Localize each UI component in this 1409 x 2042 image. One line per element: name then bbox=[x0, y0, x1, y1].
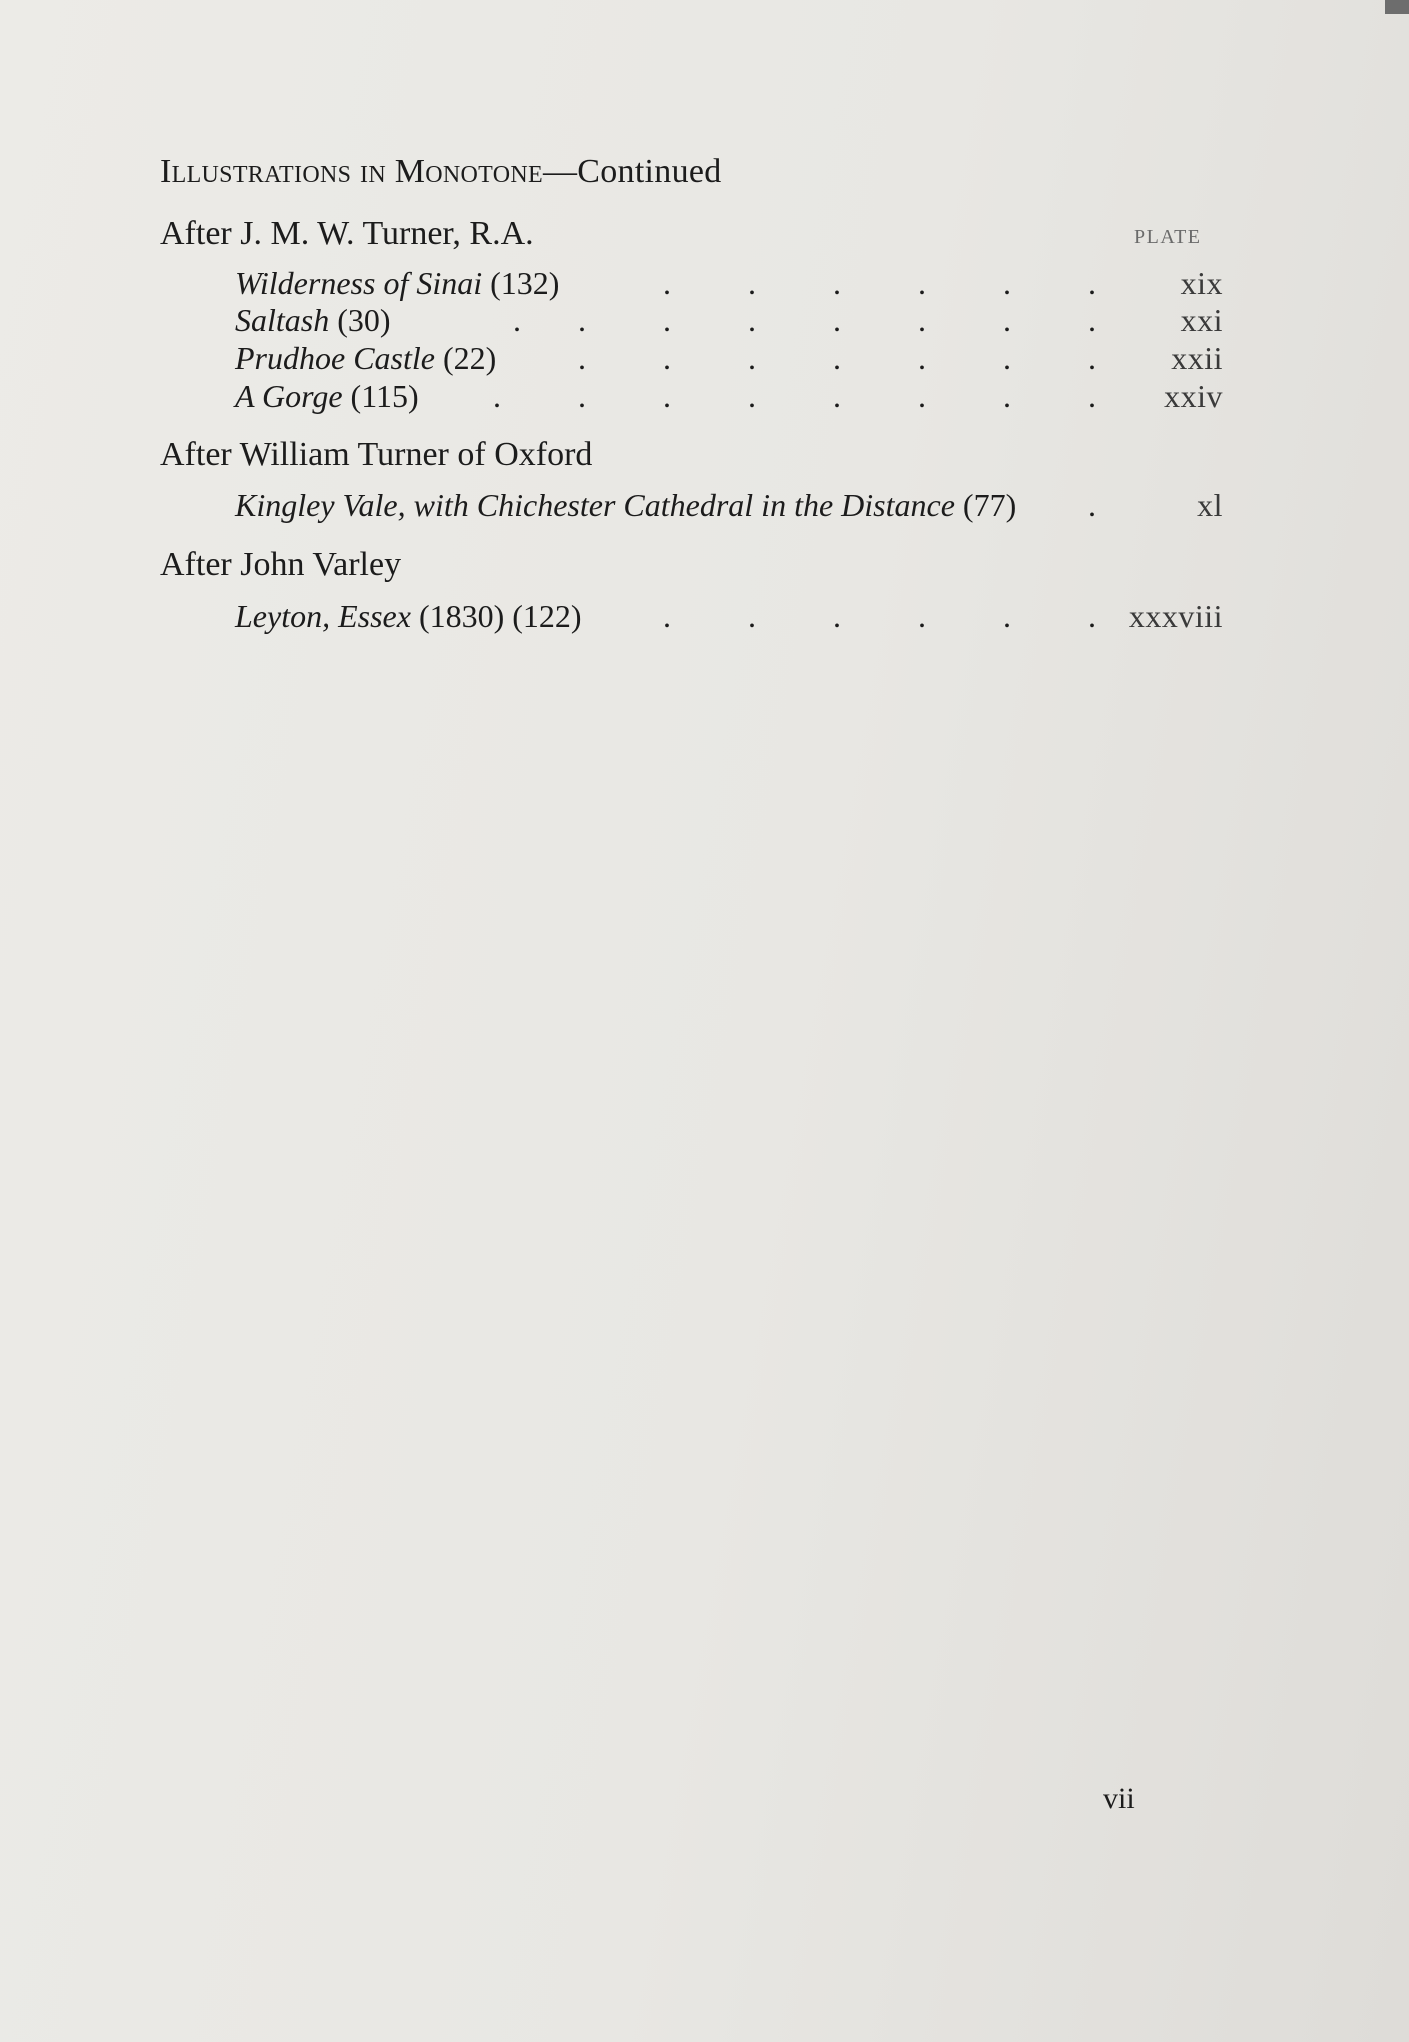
leader-dot: . bbox=[578, 302, 586, 338]
leader-dot: . bbox=[663, 598, 671, 634]
leader-dot: . bbox=[578, 378, 586, 414]
list-item bbox=[235, 265, 1223, 305]
leader-dot: . bbox=[493, 378, 501, 414]
leader-dot: . bbox=[748, 378, 756, 414]
entry-title: Prudhoe Castle (22) bbox=[235, 340, 497, 376]
group-title-william-turner: After William Turner of Oxford bbox=[160, 436, 593, 473]
leader-dot: . bbox=[918, 598, 926, 634]
leader-dot: . bbox=[833, 265, 841, 301]
entry-number: (115) bbox=[350, 378, 419, 414]
leader-dot: . bbox=[748, 265, 756, 301]
leader-dot: . bbox=[513, 302, 521, 338]
leader-dot: . bbox=[663, 265, 671, 301]
entry-number: (1830) (122) bbox=[418, 598, 582, 634]
entry-plate: xxii bbox=[1171, 340, 1223, 376]
heading-suffix: —Continued bbox=[542, 153, 722, 190]
leader-dot: . bbox=[748, 302, 756, 338]
leader-dot: . bbox=[1003, 302, 1011, 338]
leader-dot: . bbox=[1003, 378, 1011, 414]
entry-number: (30) bbox=[337, 302, 391, 338]
entry-plate: xxxviii bbox=[1128, 598, 1223, 634]
entry-title: Leyton, Essex (1830) (122) bbox=[235, 598, 582, 634]
list-item bbox=[235, 598, 1223, 638]
leader-dot: . bbox=[1088, 302, 1096, 338]
plate-column-label: PLATE bbox=[1134, 226, 1202, 248]
leader-dot: . bbox=[833, 598, 841, 634]
leader-dot: . bbox=[1003, 340, 1011, 376]
leader-dot: . bbox=[918, 302, 926, 338]
leader-dot: . bbox=[918, 340, 926, 376]
group-title-john-varley: After John Varley bbox=[160, 546, 402, 583]
leader-dot: . bbox=[663, 378, 671, 414]
leader-dot: . bbox=[833, 340, 841, 376]
entry-number: (22) bbox=[442, 340, 497, 376]
entry-plate: xl bbox=[1197, 487, 1223, 523]
heading-main: Illustrations in Monotone bbox=[160, 153, 543, 190]
entry-number: (132) bbox=[490, 265, 560, 301]
leader-dot: . bbox=[1088, 487, 1096, 523]
leader-dot: . bbox=[748, 598, 756, 634]
leader-dot: . bbox=[918, 378, 926, 414]
list-item bbox=[235, 487, 1223, 527]
leader-dot: . bbox=[1088, 265, 1096, 301]
leader-dot: . bbox=[918, 265, 926, 301]
leader-dot: . bbox=[1003, 598, 1011, 634]
list-item bbox=[235, 302, 1223, 342]
entry-number: (77) bbox=[962, 487, 1017, 523]
section-heading bbox=[160, 153, 722, 191]
entry-plate: xxiv bbox=[1164, 378, 1223, 414]
leader-dot: . bbox=[1088, 598, 1096, 634]
entry-title: Saltash (30) bbox=[235, 302, 391, 338]
group-title-turner-ra: After J. M. W. Turner, R.A. bbox=[160, 215, 534, 252]
leader-dot: . bbox=[748, 340, 756, 376]
entry-title: Wilderness of Sinai (132) bbox=[235, 265, 560, 301]
list-item bbox=[235, 340, 1223, 380]
entry-plate: xix bbox=[1180, 265, 1223, 301]
entry-title: Kingley Vale, with Chichester Cathedral in the Distance (77) bbox=[235, 487, 1017, 523]
leader-dot: . bbox=[1088, 340, 1096, 376]
list-item bbox=[235, 378, 1223, 418]
entry-plate: xxi bbox=[1180, 302, 1223, 338]
leader-dot: . bbox=[1003, 265, 1011, 301]
entry-title: A Gorge (115) bbox=[235, 378, 419, 414]
page-number: vii bbox=[1103, 1782, 1135, 1815]
leader-dot: . bbox=[663, 302, 671, 338]
leader-dot: . bbox=[1088, 378, 1096, 414]
leader-dot: . bbox=[833, 302, 841, 338]
leader-dot: . bbox=[663, 340, 671, 376]
scan-corner-shadow bbox=[1385, 0, 1409, 14]
leader-dot: . bbox=[578, 340, 586, 376]
leader-dot: . bbox=[833, 378, 841, 414]
